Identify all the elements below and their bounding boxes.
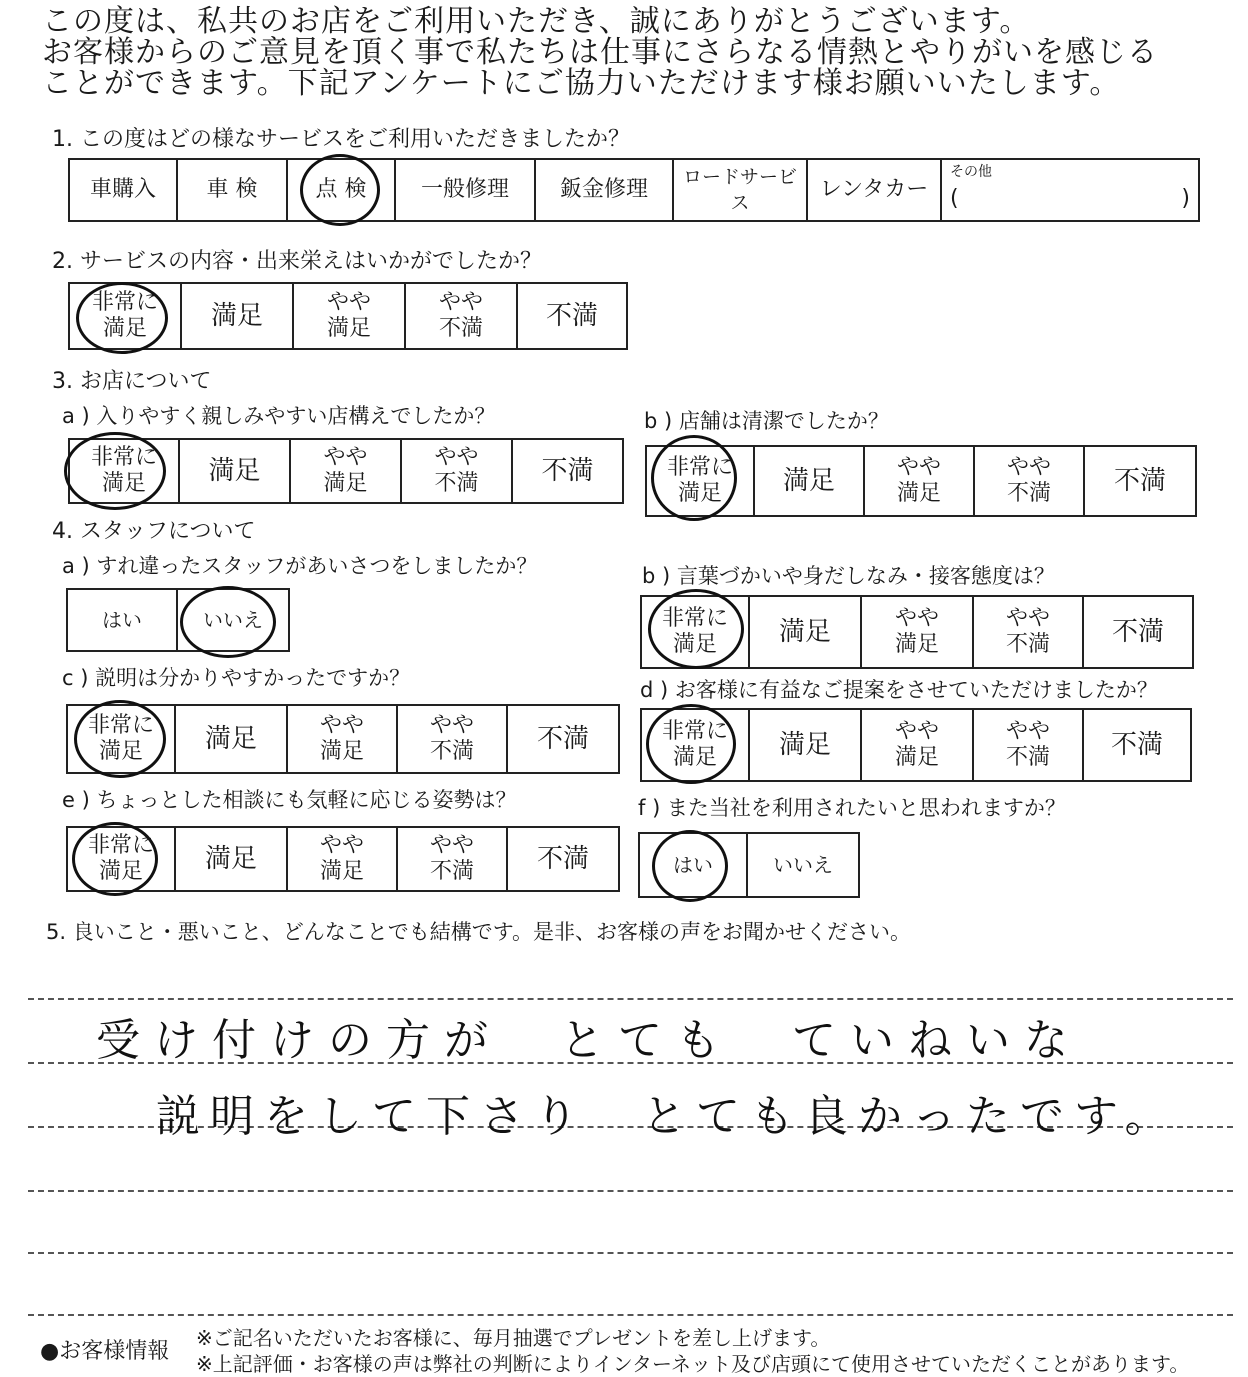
q1-option[interactable]: 車 検 bbox=[178, 160, 288, 220]
q1-label: 1. この度はどの様なサービスをご利用いただきましたか？ bbox=[52, 127, 630, 152]
other-label: その他 bbox=[950, 164, 992, 180]
q4c-option[interactable]: やや 満足 bbox=[288, 706, 398, 772]
q4e-label: e ) ちょっとした相談にも気軽に応じる姿勢は？ bbox=[62, 788, 517, 812]
q4b-option[interactable]: 不満 bbox=[1111, 617, 1164, 647]
q1-option[interactable]: レンタカー bbox=[808, 160, 942, 220]
close-paren: ) bbox=[1181, 186, 1190, 211]
q2-options bbox=[68, 282, 628, 350]
footer-note: ※ご記名いただいたお客様に、毎月抽選でプレゼントを差し上げます。 bbox=[196, 1326, 831, 1350]
q4c-options bbox=[66, 704, 620, 774]
intro-text bbox=[42, 6, 1242, 99]
q3a-option-selected[interactable]: 非常に 満足 bbox=[70, 440, 180, 502]
q3a-option[interactable]: やや 満足 bbox=[291, 440, 402, 502]
q3b-option-selected[interactable]: 非常に 満足 bbox=[647, 447, 755, 515]
q4e-option[interactable]: やや 不満 bbox=[398, 828, 508, 890]
q3a-option[interactable]: やや 不満 bbox=[402, 440, 513, 502]
q4-label: 4. スタッフについて bbox=[52, 519, 256, 544]
q4e-option[interactable]: 満足 bbox=[176, 828, 288, 890]
answer-line-divider bbox=[28, 998, 1233, 1000]
intro-line: お客様からのご意見を頂く事で私たちは仕事にさらなる情熱とやりがいを感じる bbox=[42, 35, 1158, 70]
q4d-option[interactable]: 不満 bbox=[1110, 730, 1163, 760]
q4f-option[interactable]: いいえ bbox=[773, 853, 833, 877]
q2-option[interactable]: やや 不満 bbox=[406, 284, 518, 348]
q4b-option[interactable]: やや 不満 bbox=[974, 597, 1084, 667]
intro-line: ことができます。下記アンケートにご協力いただけます様お願いいたします。 bbox=[42, 66, 1121, 101]
q1-options bbox=[68, 158, 1200, 222]
handwritten-answer-line: 説明をして下さり とても良かったです。 bbox=[156, 1091, 1179, 1142]
q4e-options bbox=[66, 826, 620, 892]
q2-option[interactable]: やや 満足 bbox=[294, 284, 406, 348]
q4e-option[interactable]: 不満 bbox=[536, 844, 589, 874]
q4c-label: c ) 説明は分かりやすかったですか？ bbox=[62, 666, 411, 690]
q4d-option-selected[interactable]: 非常に 満足 bbox=[642, 710, 750, 780]
q3b-label: b ) 店舗は清潔でしたか？ bbox=[644, 409, 889, 433]
q4f-label: f ) また当社を利用されたいと思われますか？ bbox=[638, 796, 1066, 820]
open-paren: ( bbox=[950, 186, 959, 211]
q4b-option-selected[interactable]: 非常に 満足 bbox=[642, 597, 750, 667]
q4d-option[interactable]: やや 不満 bbox=[974, 710, 1084, 780]
q1-option-selected[interactable]: 点 検 bbox=[288, 160, 396, 220]
q4a-option[interactable]: はい bbox=[68, 590, 178, 650]
q3a-option[interactable]: 不満 bbox=[541, 456, 594, 486]
q2-option-selected[interactable]: 非常に 満足 bbox=[70, 284, 182, 348]
customer-info-title: ●お客様情報 bbox=[40, 1339, 170, 1364]
q2-label: 2. サービスの内容・出来栄えはいかがでしたか？ bbox=[52, 249, 542, 274]
answer-line-divider bbox=[28, 1190, 1233, 1192]
q4d-options bbox=[640, 708, 1192, 782]
q4e-option[interactable]: やや 満足 bbox=[288, 828, 398, 890]
answer-line-divider bbox=[28, 1252, 1233, 1254]
q1-option[interactable]: ロードサービス bbox=[674, 160, 808, 220]
q4b-options bbox=[640, 595, 1194, 669]
q3b-option[interactable]: 満足 bbox=[755, 447, 865, 515]
q3a-options bbox=[68, 438, 624, 504]
intro-line: この度は、私共のお店をご利用いただき、誠にありがとうございます。 bbox=[42, 4, 1031, 39]
q1-option[interactable]: 車購入 bbox=[70, 160, 178, 220]
handwritten-answer-line: 受け付けの方が とても ていねいな bbox=[96, 1015, 1082, 1066]
q4a-option-selected[interactable]: いいえ bbox=[178, 590, 288, 650]
q1-option[interactable]: 一般修理 bbox=[396, 160, 536, 220]
q2-option[interactable]: 不満 bbox=[545, 301, 598, 331]
q4b-option[interactable]: やや 満足 bbox=[862, 597, 974, 667]
q2-option[interactable]: 満足 bbox=[182, 284, 294, 348]
q5-label: 5. 良いこと・悪いこと、どんなことでも結構です。是非、お客様の声をお聞かせください。 bbox=[46, 920, 912, 944]
q4d-label: d ) お客様に有益なご提案をさせていただけましたか？ bbox=[640, 678, 1158, 702]
q4c-option[interactable]: 不満 bbox=[536, 724, 589, 754]
q3b-options bbox=[645, 445, 1197, 517]
q3b-option[interactable]: 不満 bbox=[1113, 466, 1166, 496]
q3a-option[interactable]: 満足 bbox=[180, 440, 291, 502]
q4a-options bbox=[66, 588, 290, 652]
q4b-label: b ) 言葉づかいや身だしなみ・接客態度は？ bbox=[642, 564, 1055, 588]
q4b-option[interactable]: 満足 bbox=[750, 597, 862, 667]
q4a-label: a ) すれ違ったスタッフがあいさつをしましたか？ bbox=[62, 554, 538, 578]
q1-other-field[interactable] bbox=[942, 160, 1198, 220]
q4f-option-selected[interactable]: はい bbox=[640, 834, 748, 896]
q3b-option[interactable]: やや 不満 bbox=[975, 447, 1085, 515]
q4d-option[interactable]: やや 満足 bbox=[862, 710, 974, 780]
q4d-option[interactable]: 満足 bbox=[750, 710, 862, 780]
q3b-option[interactable]: やや 満足 bbox=[865, 447, 975, 515]
q4c-option[interactable]: 満足 bbox=[176, 706, 288, 772]
q4c-option-selected[interactable]: 非常に 満足 bbox=[68, 706, 176, 772]
q3a-label: a ) 入りやすく親しみやすい店構えでしたか？ bbox=[62, 404, 496, 428]
q4c-option[interactable]: やや 不満 bbox=[398, 706, 508, 772]
answer-line-divider bbox=[28, 1314, 1233, 1316]
footer-note: ※上記評価・お客様の声は弊社の判断によりインターネット及び店頭にて使用させていただくことがあります。 bbox=[196, 1352, 1190, 1376]
q3-label: 3. お店について bbox=[52, 369, 212, 394]
q4f-options bbox=[638, 832, 860, 898]
q1-option[interactable]: 鈑金修理 bbox=[536, 160, 674, 220]
q4e-option-selected[interactable]: 非常に 満足 bbox=[68, 828, 176, 890]
